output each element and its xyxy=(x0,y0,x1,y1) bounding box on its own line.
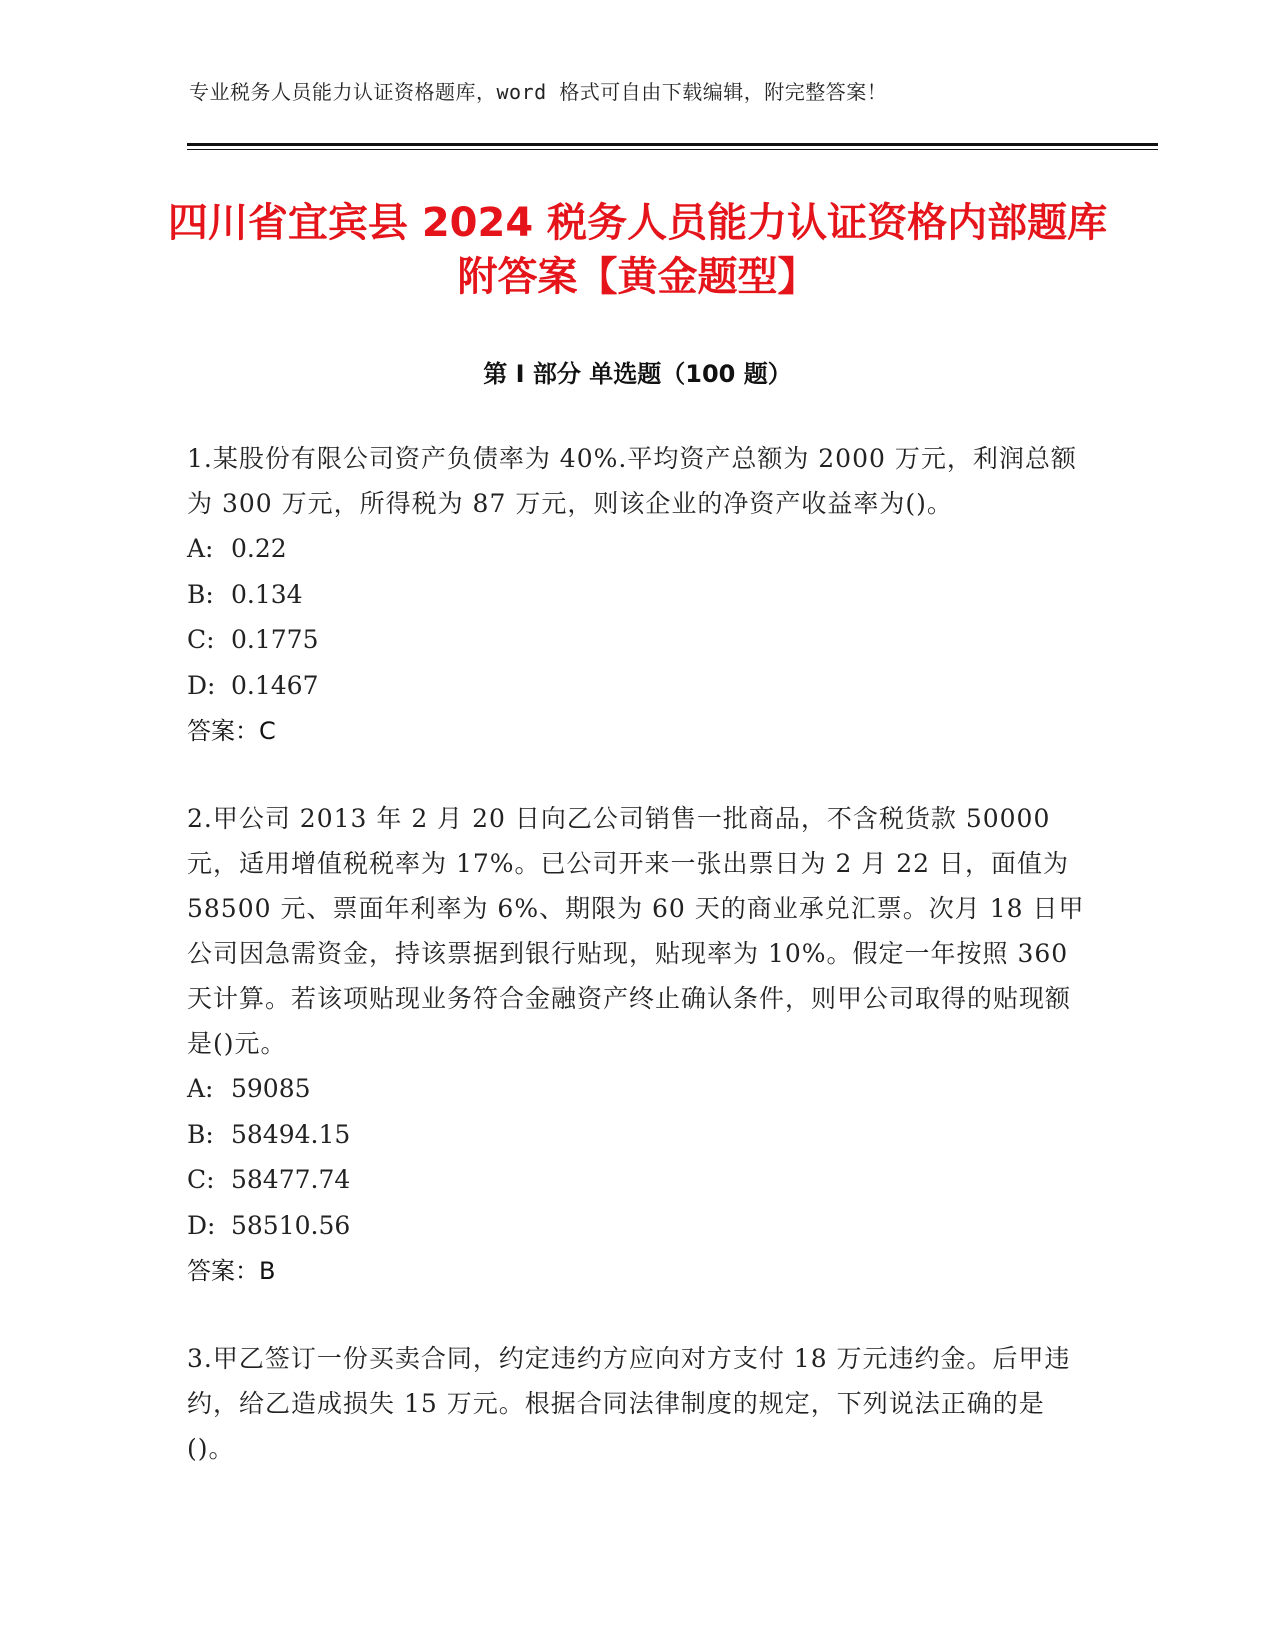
option-value: 58477.74 xyxy=(231,1165,351,1194)
document-title: 四川省宜宾县 2024 税务人员能力认证资格内部题库附答案【黄金题型】 xyxy=(167,200,1108,300)
header-rule-thin xyxy=(187,149,1158,150)
option-b xyxy=(187,1112,1087,1158)
option-letter: A: xyxy=(187,534,214,563)
option-b xyxy=(187,572,1087,618)
option-letter: B: xyxy=(187,579,214,609)
option-d xyxy=(187,663,1087,709)
header-rule-thick xyxy=(187,143,1158,146)
option-value: 0.1467 xyxy=(231,670,319,700)
option-letter: B: xyxy=(187,1119,214,1149)
question-text: 3.甲乙签订一份买卖合同，约定违约方应向对方支付 18 万元违约金。后甲违约，给乙造成损失 15 万元。根据合同法律制度的规定，下列说法正确的是()。 xyxy=(187,1344,1071,1463)
section-title: 第 I 部分 单选题（100 题） xyxy=(483,360,792,388)
option-letter: C: xyxy=(187,1165,215,1194)
option-letter: D: xyxy=(187,1210,216,1240)
option-a xyxy=(187,1066,1087,1112)
question-2 xyxy=(187,796,1087,1294)
option-letter: A: xyxy=(187,1074,214,1103)
option-value: 58510.56 xyxy=(231,1210,351,1240)
option-letter: D: xyxy=(187,670,216,700)
option-c xyxy=(187,617,1087,663)
option-value: 0.22 xyxy=(231,534,287,563)
option-letter: C: xyxy=(187,625,215,654)
option-value: 0.1775 xyxy=(231,625,319,654)
answer-text: 答案：B xyxy=(187,1257,276,1285)
option-value: 0.134 xyxy=(231,579,303,609)
option-value: 58494.15 xyxy=(231,1119,351,1149)
question-3 xyxy=(187,1336,1087,1471)
option-value: 59085 xyxy=(231,1074,311,1103)
option-a xyxy=(187,526,1087,572)
question-text: 1.某股份有限公司资产负债率为 40%.平均资产总额为 2000 万元，利润总额为 300 万元，所得税为 87 万元，则该企业的净资产收益率为()。 xyxy=(187,444,1077,518)
header-note: 专业税务人员能力认证资格题库，word 格式可自由下载编辑，附完整答案！ xyxy=(189,80,888,104)
answer-text: 答案：C xyxy=(187,717,276,745)
option-c xyxy=(187,1157,1087,1203)
option-d xyxy=(187,1203,1087,1249)
question-text: 2.甲公司 2013 年 2 月 20 日向乙公司销售一批商品，不含税货款 50000 元，适用增值税税率为 17%。已公司开来一张出票日为 2 月 22 日，面值为 58500 元、票面年利率为 6%、期限为 60 天的商业承兑汇票。次月 18 日甲公司因急需资金，持该票据到银行贴现，贴现率为 10%。假定一年按照 360 天计算。若该项贴现业务符合金融资产终止确认条件，则甲公司取得的贴现额是()元。 xyxy=(187,804,1085,1058)
question-1 xyxy=(187,436,1087,754)
question-list xyxy=(187,436,1087,1513)
